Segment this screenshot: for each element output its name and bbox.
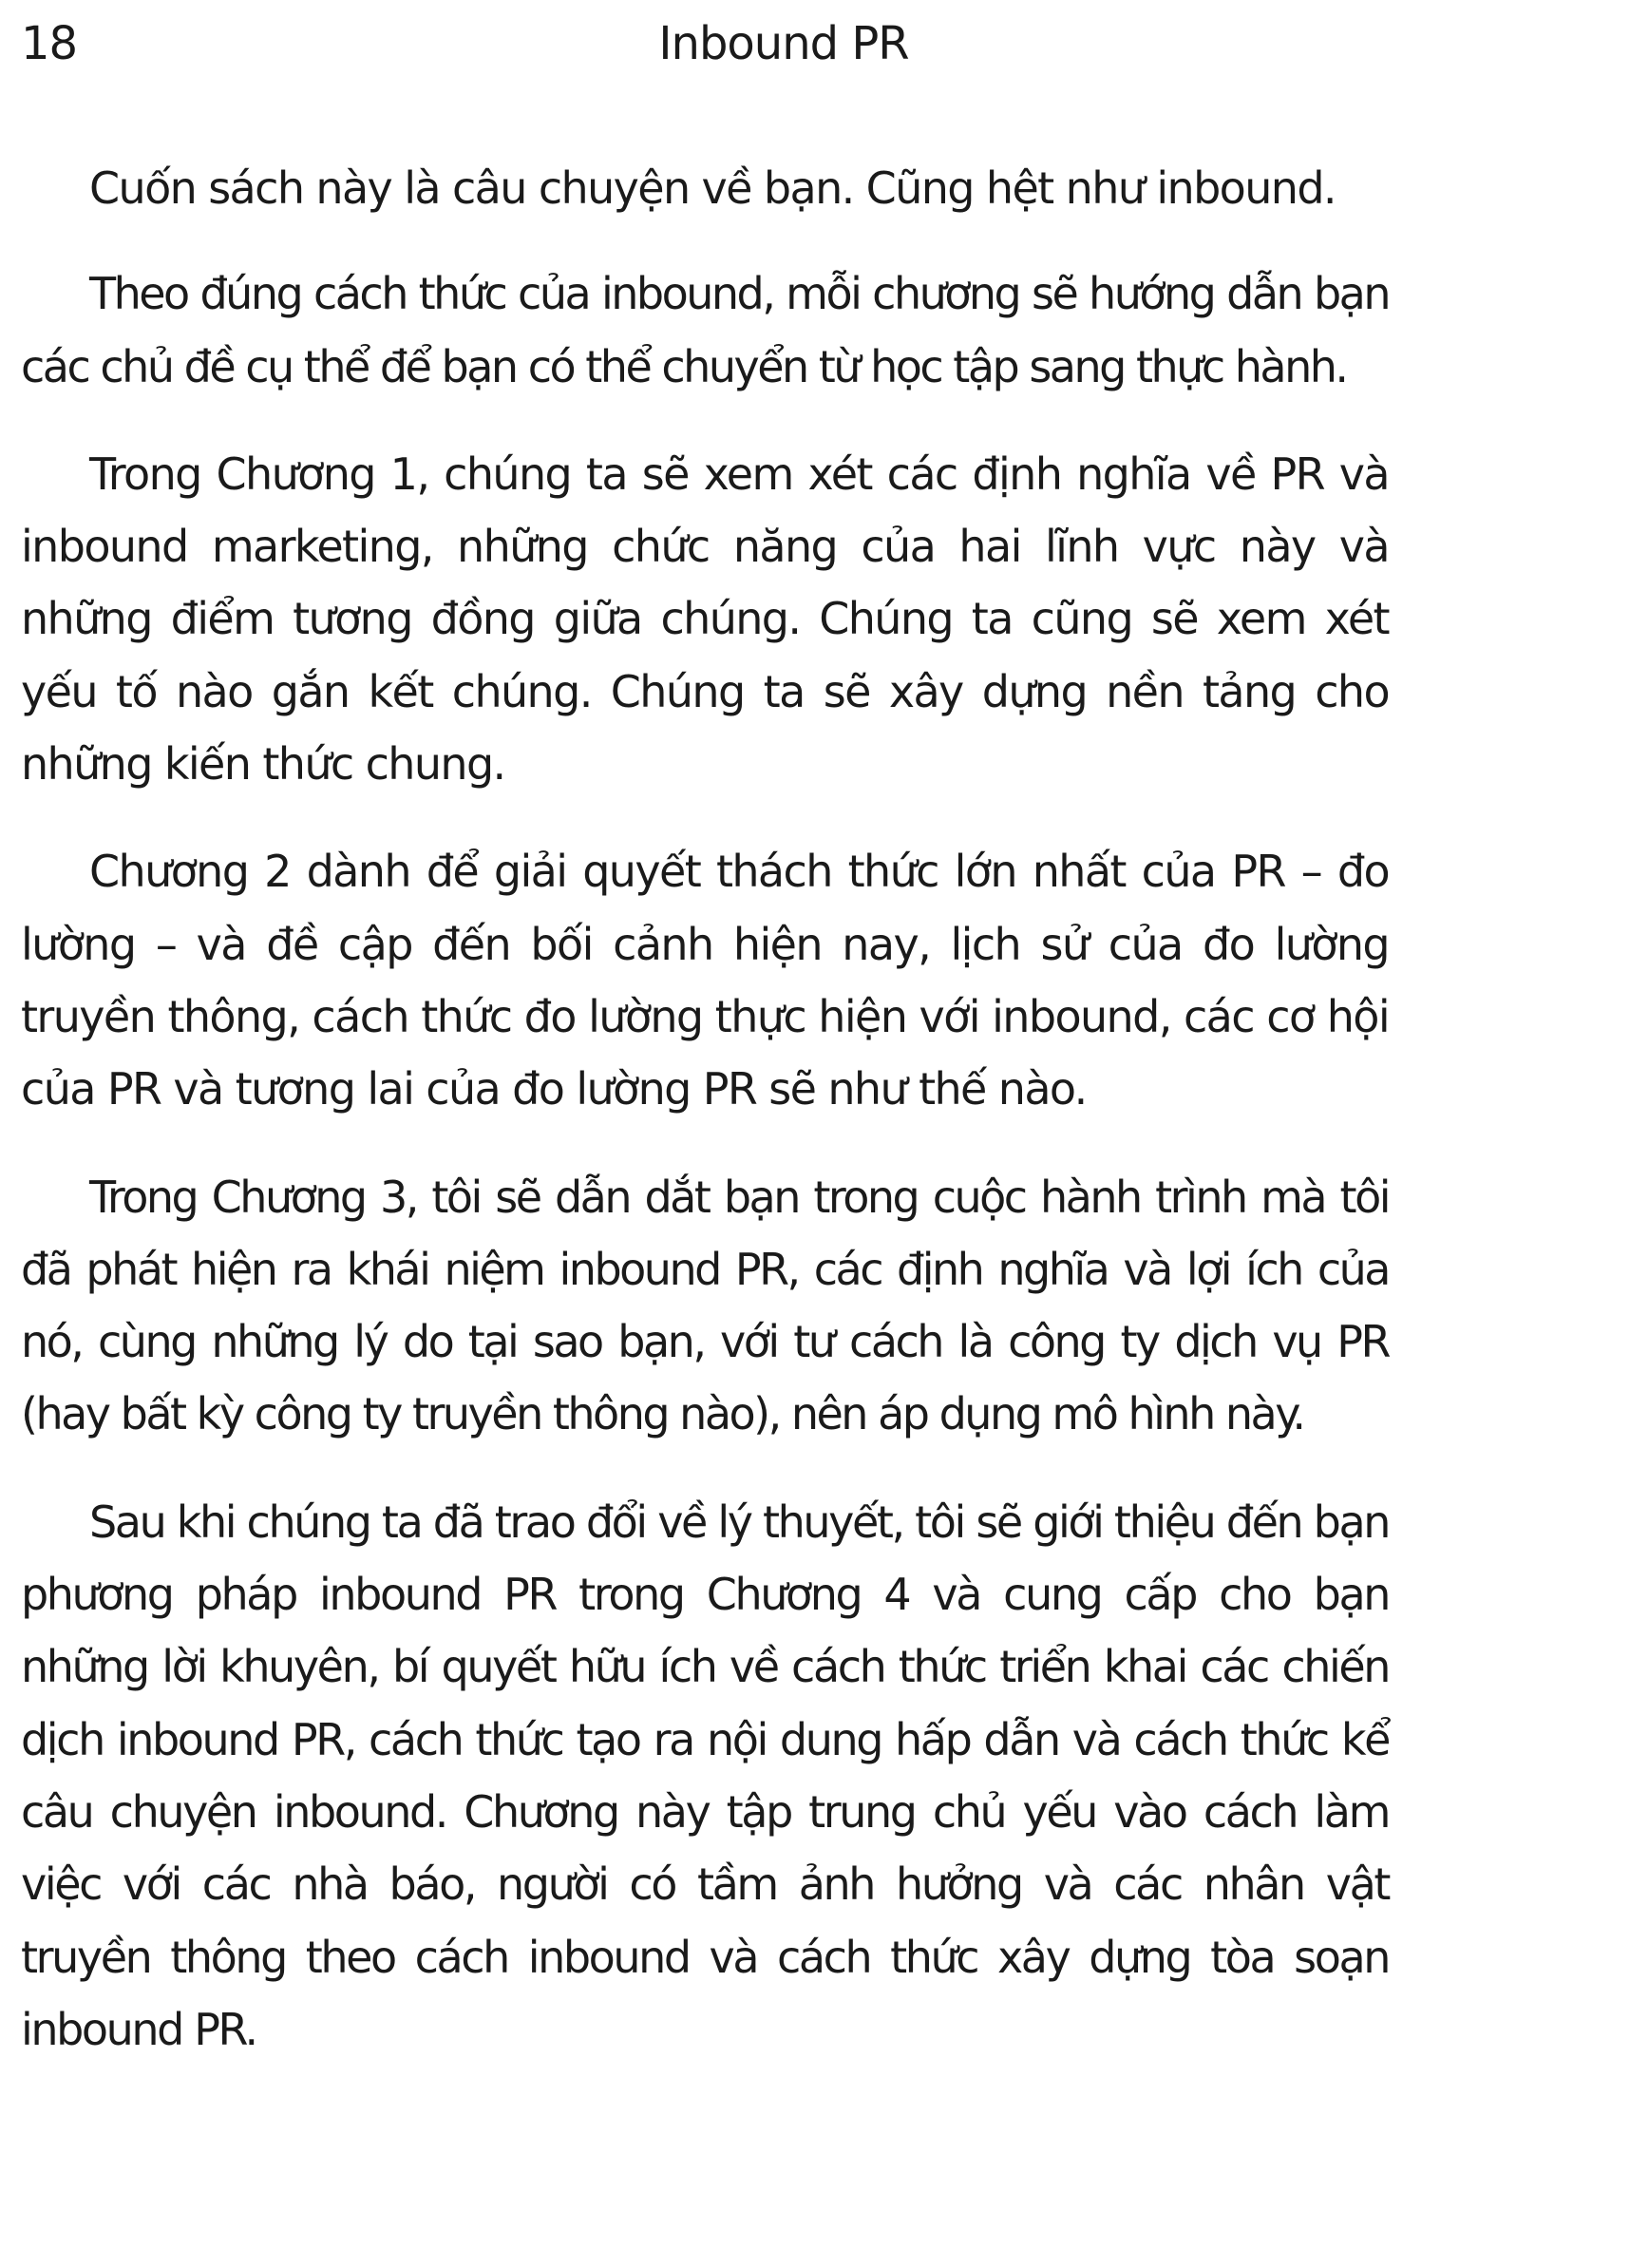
paragraph-intro: Cuốn sách này là câu chuyện về bạn. Cũng hệt như inbound. [89,162,1336,214]
paragraph-chapter-2: Chương 2 dành để giải quyết thách thức lớn nhất của PR – đo lường – và đề cập đến bối cảnh hiện nay, lịch sử của đo lường truyền thông, cách thức đo lường thực hiện với inbound, các cơ hội của PR và tương lai của đo lường PR sẽ như thế nào. [21,846,1389,1115]
body-text [21,152,1389,2101]
page-number: 18 [21,17,78,70]
running-head-title: Inbound PR [658,17,909,70]
paragraph-chapter-overview: Theo đúng cách thức của inbound, mỗi chương sẽ hướng dẫn bạn các chủ đề cụ thể để bạn có thể chuyển từ học tập sang thực hành. [21,268,1389,392]
paragraph-chapter-1: Trong Chương 1, chúng ta sẽ xem xét các định nghĩa về PR và inbound marketing, những chức năng của hai lĩnh vực này và những điểm tương đồng giữa chúng. Chúng ta cũng sẽ xem xét yếu tố nào gắn kết chúng. Chúng ta sẽ xây dựng nền tảng cho những kiến thức chung. [21,448,1389,791]
paragraph-chapter-4: Sau khi chúng ta đã trao đổi về lý thuyết, tôi sẽ giới thiệu đến bạn phương pháp inbound PR trong Chương 4 và cung cấp cho bạn những lời khuyên, bí quyết hữu ích về cách thức triển khai các chiến dịch inbound PR, cách thức tạo ra nội dung hấp dẫn và cách thức kể câu chuyện inbound. Chương này tập trung chủ yếu vào cách làm việc với các nhà báo, người có tầm ảnh hưởng và các nhân vật truyền thông theo cách inbound và cách thức xây dựng tòa soạn inbound PR. [21,1496,1389,2055]
paragraph-chapter-3: Trong Chương 3, tôi sẽ dẫn dắt bạn trong cuộc hành trình mà tôi đã phát hiện ra khái niệm inbound PR, các định nghĩa và lợi ích của nó, cùng những lý do tại sao bạn, với tư cách là công ty dịch vụ PR (hay bất kỳ công ty truyền thông nào), nên áp dụng mô hình này. [21,1171,1389,1440]
